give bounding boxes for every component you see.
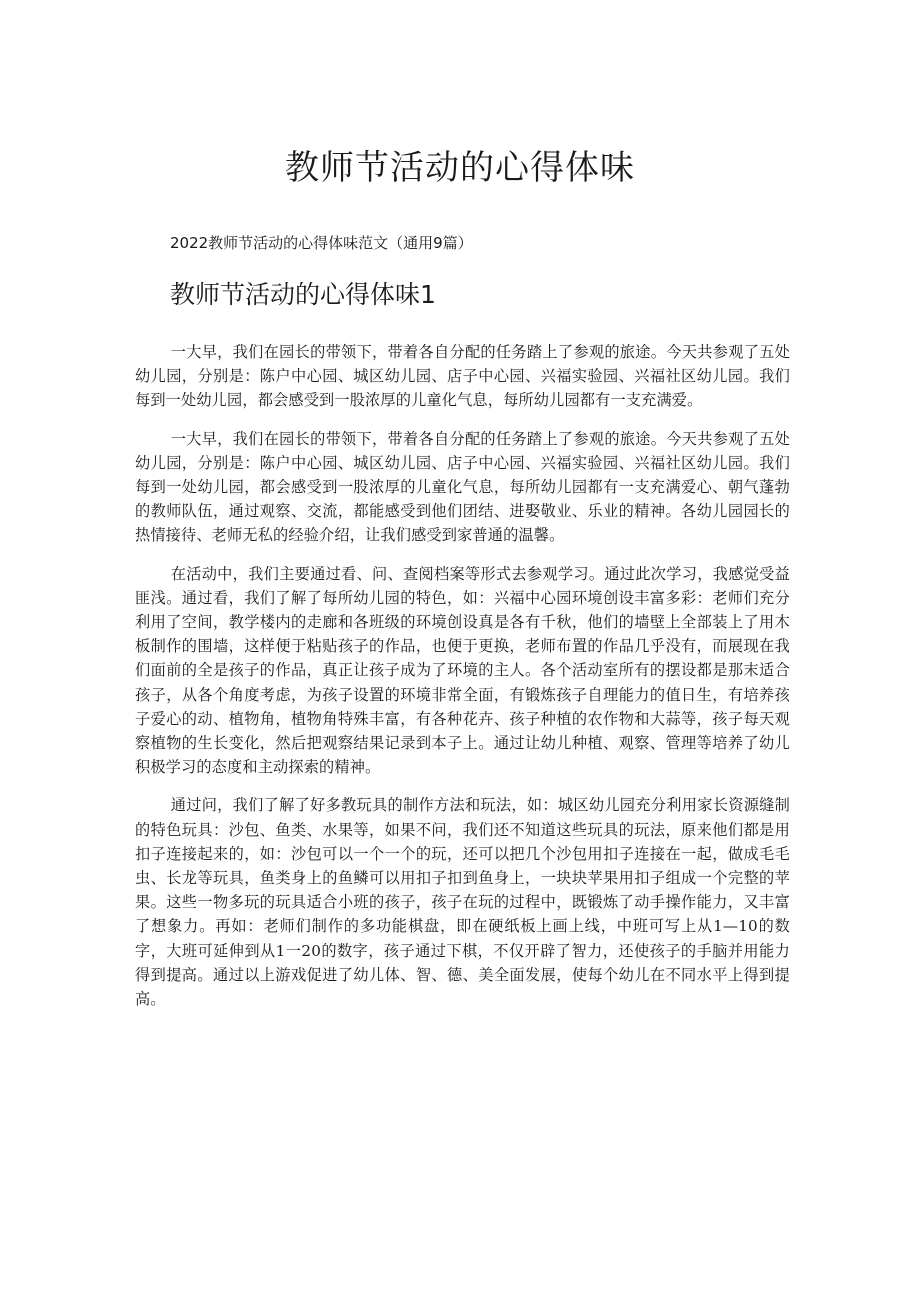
body-paragraph: 一大早，我们在园长的带领下，带着各自分配的任务踏上了参观的旅途。今天共参观了五处幼儿园，分别是：陈户中心园、城区幼儿园、店子中心园、兴福实验园、兴福社区幼儿园。我们每到一处幼儿园，都会感受到一股浓厚的儿童化气息，每所幼儿园都有一支充满爱。 (135, 343, 790, 410)
document-subtitle: 2022教师节活动的心得体味范文（通用9篇） (170, 234, 473, 252)
body-paragraph: 在活动中，我们主要通过看、问、查阅档案等形式去参观学习。通过此次学习，我感觉受益匪浅。通过看，我们了解了每所幼儿园的特色，如：兴福中心园环境创设丰富多彩：老师们充分利用了空间，教学楼内的走廊和各班级的环境创设真是各有千秋，他们的墙壁上全部装上了用木板制作的围墙，这样便于粘贴孩子的作品，也便于更换，老师布置的作品几乎没有，而展现在我们面前的全是孩子的作品，真正让孩子成为了环境的主人。各个活动室所有的摆设都是那末适合孩子，从各个角度考虑，为孩子设置的环境非常全面，有锻炼孩子自理能力的值日生，有培养孩子爱心的动、植物角，植物角特殊丰富，有各种花卉、孩子种植的农作物和大蒜等，孩子每天观察植物的生长变化，然后把观察结果记录到本子上。通过让幼儿种植、观察、管理等培养了幼儿积极学习的态度和主动探索的精神。 (135, 564, 790, 777)
document-body (135, 340, 790, 1025)
body-paragraph: 通过问，我们了解了好多教玩具的制作方法和玩法，如：城区幼儿园充分利用家长资源缝制的特色玩具：沙包、鱼类、水果等，如果不问，我们还不知道这些玩具的玩法，原来他们都是用扣子连接起来的，如：沙包可以一个一个的玩，还可以把几个沙包用扣子连接在一起，做成毛毛虫、长龙等玩具，鱼类身上的鱼鳞可以用扣子扣到鱼身上，一块块苹果用扣子组成一个完整的苹果。这些一物多玩的玩具适合小班的孩子，孩子在玩的过程中，既锻炼了动手操作能力，又丰富了想象力。再如：老师们制作的多功能棋盘，即在硬纸板上画上线，中班可写上从1—10的数字，大班可延伸到从1一20的数字，孩子通过下棋，不仅开辟了智力，还使孩子的手脑并用能力得到提高。通过以上游戏促进了幼儿体、智、德、美全面发展，使每个幼儿在不同水平上得到提高。 (135, 796, 790, 1009)
body-paragraph: 一大早，我们在园长的带领下，带着各自分配的任务踏上了参观的旅途。今天共参观了五处幼儿园，分别是：陈户中心园、城区幼儿园、店子中心园、兴福实验园、兴福社区幼儿园。我们每到一处幼儿园，都会感受到一股浓厚的儿童化气息，每所幼儿园都有一支充满爱心、朝气蓬勃的教师队伍，通过观察、交流，都能感受到他们团结、进娶敬业、乐业的精神。各幼儿园园长的热情接待、老师无私的经验介绍，让我们感受到家普通的温馨。 (135, 429, 790, 545)
section-heading: 教师节活动的心得体味1 (170, 280, 436, 309)
document-title: 教师节活动的心得体味 (285, 148, 635, 188)
